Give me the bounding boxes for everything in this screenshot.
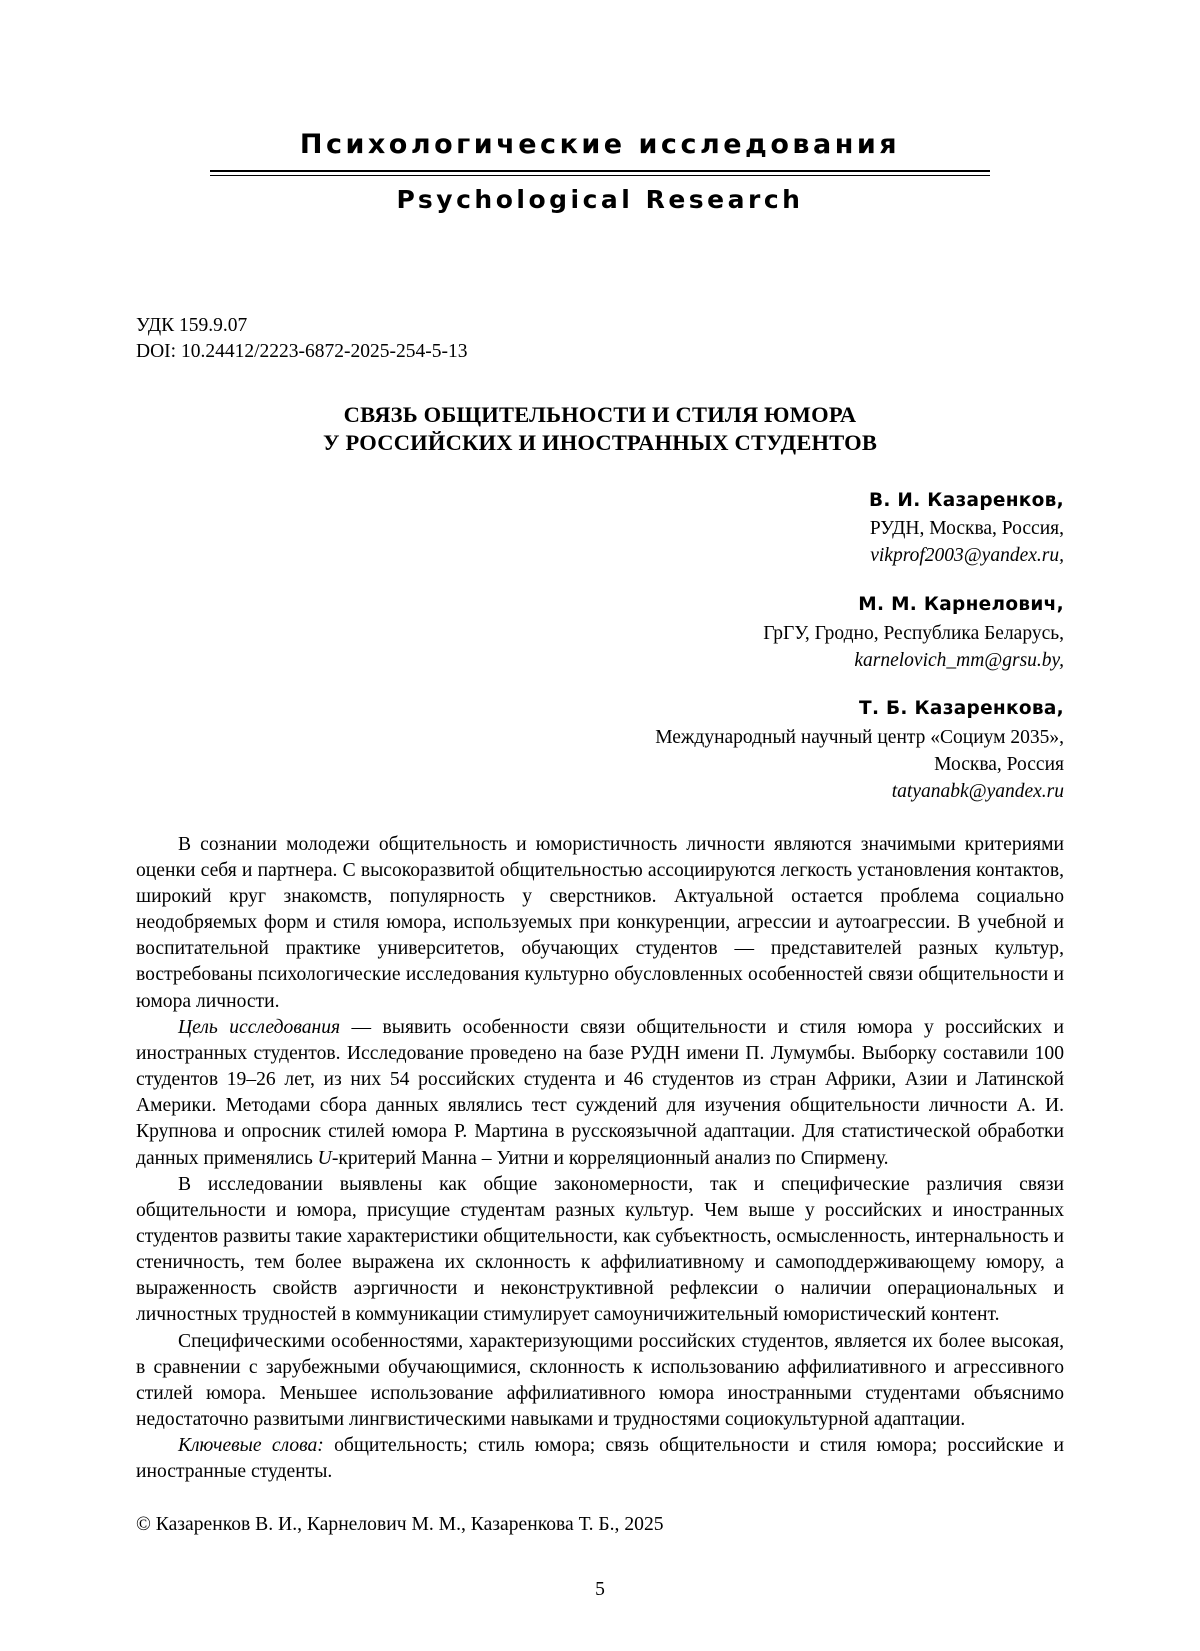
article-title-line-1: СВЯЗЬ ОБЩИТЕЛЬНОСТИ И СТИЛЯ ЮМОРА (343, 401, 857, 427)
author-email[interactable]: tatyanabk@yandex.ru (891, 780, 1064, 802)
udk-code: УДК 159.9.07 (136, 315, 248, 337)
abstract-paragraph-1: В сознании молодежи общительность и юмористичность личности являются значимыми критериями оценки себя и партнера. С высокоразвитой общительностью ассоциируются легкость установления контактов, широкий круг знакомств, популярность у сверстников. Актуальной остается проблема социально неодобряемых форм и стиля юмора, используемых при конкуренции, агрессии и аутоагрессии. В учебной и воспитательной практике университетов, обучающих студентов — представителей разных культур, востребованы психологические исследования культурно обусловленных особенностей связи общительности и юмора личности. (136, 833, 1064, 1012)
article-title-line-2: У РОССИЙСКИХ И ИНОСТРАННЫХ СТУДЕНТОВ (322, 430, 878, 456)
author-affiliation: ГрГУ, Гродно, Республика Беларусь, (763, 622, 1064, 644)
author-affiliation: Международный научный центр «Социум 2035», (655, 726, 1064, 748)
keywords-text: общительность; стиль юмора; связь общительности и стиля юмора; российские и иностранные студенты. (136, 1435, 1065, 1483)
abstract-statistic-symbol: U (317, 1147, 332, 1169)
journal-title-ru: Психологические исследования (299, 129, 901, 160)
author-name: Т. Б. Казаренкова, (859, 698, 1064, 720)
page-number: 5 (595, 1579, 605, 1601)
copyright-notice: © Казаренков В. И., Карнелович М. М., Казаренкова Т. Б., 2025 (136, 1513, 664, 1535)
masthead-divider (210, 170, 990, 176)
keywords-label: Ключевые слова: (178, 1435, 324, 1457)
abstract (136, 832, 1064, 1434)
author-email[interactable]: vikprof2003@yandex.ru, (870, 545, 1064, 567)
journal-title-en: Psychological Research (396, 184, 804, 214)
doi-code: DOI: 10.24412/2223-6872-2025-254-5-13 (136, 340, 468, 362)
abstract-purpose-text: — выявить особенности связи общительности и стиля юмора у российских и иностранных студентов. Исследование проведено на базе РУДН имени П. Лумумбы. Выборку составили 100 студентов 19–26 лет, из них 54 российских студента и 46 студентов из стран Африки, Азии и Латинской Америки. Методами сбора данных являлись тест суждений для изучения общительности личности А. И. Крупнова и опросник стилей юмора Р. Мартина в русскоязычной адаптации. Для статистической обработки данных применялись (136, 1016, 1065, 1169)
author-name: М. М. Карнелович, (858, 594, 1064, 616)
keywords-block (136, 1433, 1064, 1485)
abstract-paragraph-2 (136, 1015, 1064, 1172)
author-affiliation: РУДН, Москва, Россия, (869, 518, 1064, 540)
abstract-purpose-label: Цель исследования (178, 1016, 341, 1038)
author-name: В. И. Казаренков, (868, 489, 1064, 511)
abstract-paragraph-4: Специфическими особенностями, характеризующими российских студентов, является их более высокая, в сравнении с зарубежными обучающимися, склонность к использованию аффилиативного и агрессивного стилей юмора. Меньшее использование аффилиативного юмора иностранными студентами объяснимо недостаточно развитыми лингвистическими навыками и трудностями социокультурной адаптации. (136, 1330, 1064, 1431)
author-entry (136, 488, 1064, 570)
author-list (136, 488, 1064, 806)
author-entry (136, 592, 1064, 674)
abstract-paragraph-3: В исследовании выявлены как общие закономерности, так и специфические различия связи общительности и юмора, присущие студентам разных культур. Чем выше у российских и иностранных студентов развиты такие характеристики общительности, как субъектность, осмысленность, интернальность и стеничность, тем более выражена их склонность к аффилиативному и самоподдерживающему юмору, а выраженность свойств аэргичности и неконструктивной рефлексии о наличии операциональных и личностных трудностей в коммуникации стимулирует самоуничижительный юмористический контент. (136, 1173, 1064, 1326)
journal-masthead (210, 130, 990, 217)
author-entry (136, 696, 1064, 805)
author-affiliation-city: Москва, Россия (934, 753, 1064, 775)
author-email[interactable]: karnelovich_mm@grsu.by, (854, 649, 1064, 671)
article-title (136, 401, 1064, 458)
identifier-block (136, 313, 1064, 364)
abstract-purpose-tail: -критерий Манна – Уитни и корреляционный анализ по Спирмену. (331, 1147, 889, 1169)
